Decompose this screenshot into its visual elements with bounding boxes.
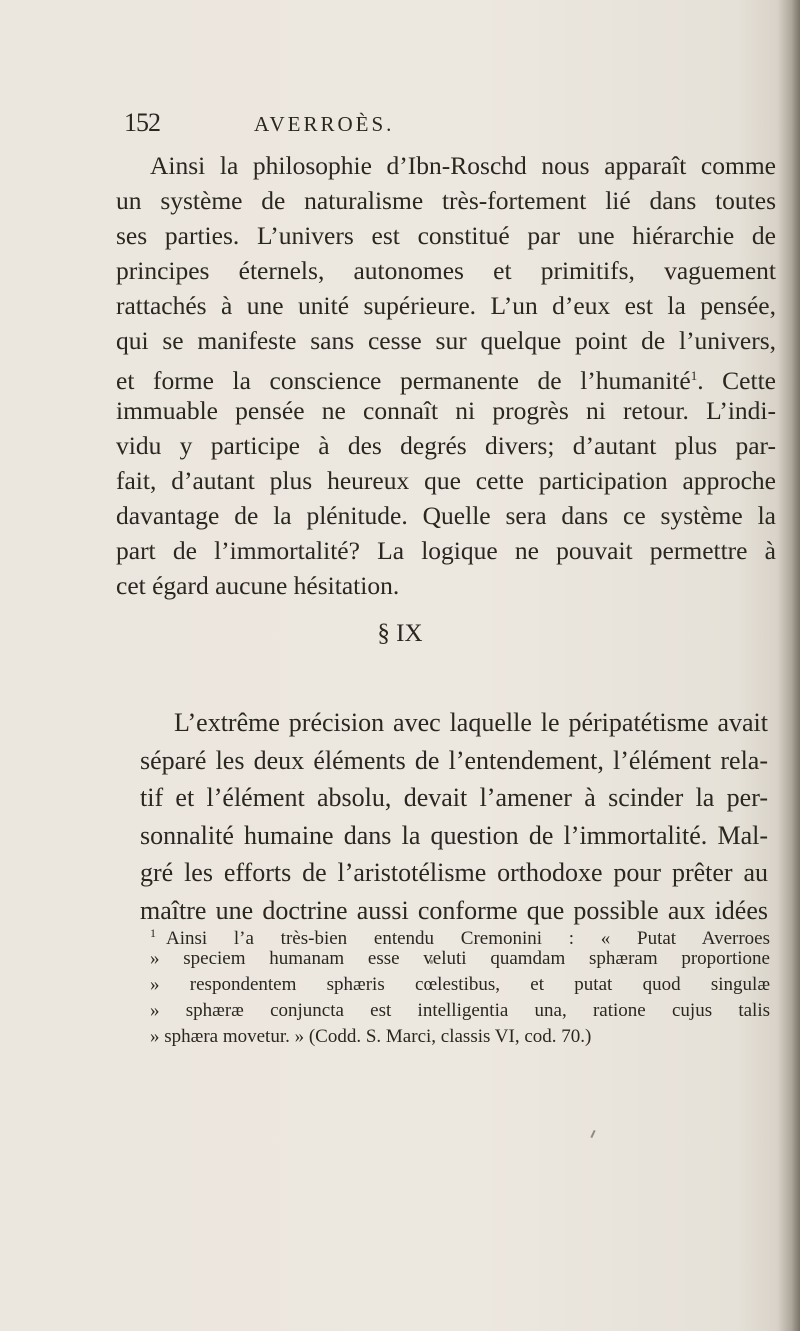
text-line: principes éternels, autonomes et primitifs, vaguement [116, 256, 776, 285]
text-line: L’extrême précision avec laquelle le péripatétisme avait [174, 708, 768, 737]
footnote-text: Ainsi l’a très-bien entendu Cremonini : « Putat Averroes [166, 928, 770, 949]
section-heading: § IX [377, 620, 423, 647]
paragraph-2 [140, 704, 768, 929]
text-line-with-footnote-ref [116, 358, 776, 393]
text-line: maître une doctrine aussi conforme que possible aux idées [140, 895, 768, 925]
text-segment: . Cette [697, 366, 776, 395]
text-line: part de l’immortalité? La logique ne pouvait permettre à [116, 536, 776, 565]
footnote [150, 920, 770, 1050]
text-line: ses parties. L’univers est constitué par une hiérarchie de [116, 221, 776, 250]
footnote-mark: 1 [150, 926, 156, 940]
page-edge-shadow [778, 0, 800, 1331]
text-line: fait, d’autant plus heureux que cette participation approche [116, 466, 776, 495]
text-line: vidu y participe à des degrés divers; d’autant plus par- [116, 431, 776, 460]
paragraph-1 [116, 148, 776, 603]
text-segment: et forme la conscience permanente de l’humanité [116, 366, 691, 395]
footnote-line: » sphæræ conjuncta est intelligentia una, ratione cujus talis [150, 1000, 770, 1021]
page-header [124, 108, 760, 148]
text-line: qui se manifeste sans cesse sur quelque point de l’univers, [116, 326, 776, 355]
text-line: séparé les deux éléments de l’entendement, l’élément rela- [140, 745, 768, 775]
text-line: cet égard aucune hésitation. [116, 571, 400, 600]
text-line: rattachés à une unité supérieure. L’un d’eux est la pensée, [116, 291, 776, 320]
running-head: AVERROÈS. [254, 112, 395, 136]
text-line: sonnalité humaine dans la question de l’immortalité. Mal- [140, 820, 768, 850]
text-line: immuable pensée ne connaît ni progrès ni retour. L’indi- [116, 396, 776, 425]
paper-speck [590, 1130, 595, 1138]
text-line: gré les efforts de l’aristotélisme orthodoxe pour prêter au [140, 858, 768, 887]
footnote-line: » respondentem sphæris cœlestibus, et putat quod singulæ [150, 974, 770, 995]
text-line: un système de naturalisme très-fortement lié dans toutes [116, 186, 776, 215]
text-line: davantage de la plénitude. Quelle sera dans ce système la [116, 501, 776, 530]
footnote-line: » speciem humanam esse veluti quamdam sphæram proportione [150, 948, 770, 969]
text-line: Ainsi la philosophie d’Ibn-Roschd nous apparaît comme [150, 151, 776, 180]
text-line: tif et l’élément absolu, devait l’amener à scinder la per- [140, 783, 768, 812]
footnote-line: » sphæra movetur. » (Codd. S. Marci, classis VI, cod. 70.) [150, 1026, 592, 1047]
footnote-reference: 1 [690, 368, 698, 383]
page-number: 152 [124, 108, 160, 137]
footnote-line [150, 920, 770, 949]
